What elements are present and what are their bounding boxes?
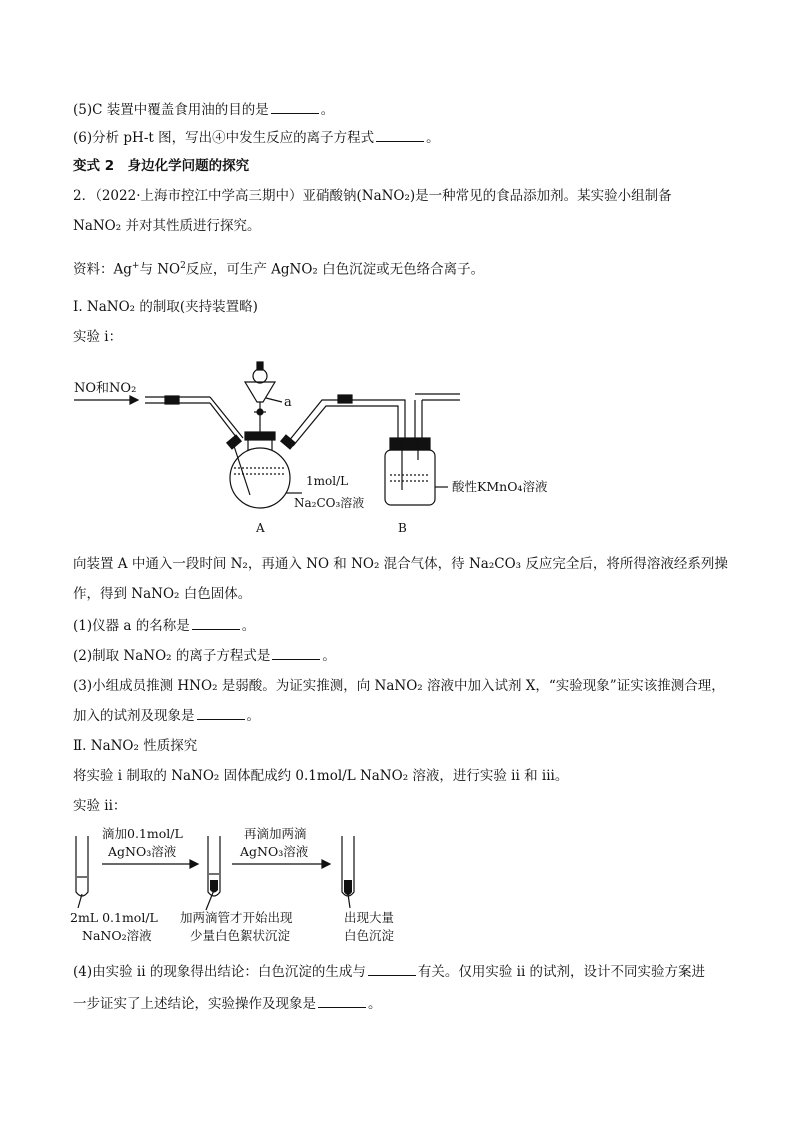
device-a-label: A	[256, 521, 265, 535]
problem-intro-2: NaNO₂ 并对其性质进行探究。	[73, 218, 261, 234]
question-6-text: (6)分析 pH-t 图，写出④中发生反应的离子方程式	[73, 130, 375, 146]
section-1-title: Ⅰ. NaNO₂ 的制取(夹持装置略)	[73, 299, 258, 315]
arrow-1-label-2: AgNO₃溶液	[108, 844, 177, 859]
question-2: (2)制取 NaNO₂ 的离子方程式是 。	[73, 648, 336, 664]
solution-b-label: 酸性KMnO₄溶液	[452, 479, 548, 494]
concentration-label: 1mol/L	[306, 474, 349, 488]
answer-blank	[271, 101, 319, 114]
question-5-text: (5)C 装置中覆盖食用油的目的是	[73, 102, 269, 118]
arrow-1-label-1: 滴加0.1mol/L	[102, 826, 183, 841]
tube-1-label-1: 2mL 0.1mol/L	[70, 910, 158, 925]
answer-blank	[368, 963, 416, 976]
question-4-line-1: (4)由实验 ii 的现象得出结论：白色沉淀的生成与 有关。仅用实验 ii 的试剂，设计不同实验方案进	[73, 964, 706, 980]
answer-blank	[376, 129, 424, 142]
tube-2-label-1: 加两滴管才开始出现	[180, 910, 293, 925]
paragraph-1-line-1: 向装置 A 中通入一段时间 N₂，再通入 NO 和 NO₂ 混合气体，待 Na₂CO₃ 反应完全后，将所得溶液经系列操	[73, 556, 728, 572]
question-1: (1)仪器 a 的名称是 。	[73, 618, 256, 634]
experiment-1-label: 实验 i：	[73, 329, 123, 345]
gas-label: NO和NO₂	[74, 381, 137, 396]
section-2-title: Ⅱ. NaNO₂ 性质探究	[73, 738, 198, 754]
answer-blank	[197, 707, 245, 720]
tube-1-label-2: NaNO₂溶液	[82, 928, 152, 943]
tube-2-label-2: 少量白色絮状沉淀	[190, 928, 291, 943]
section-2-paragraph: 将实验 i 制取的 NaNO₂ 固体配成约 0.1mol/L NaNO₂ 溶液，进行实验 ii 和 iii。	[73, 768, 569, 784]
experiment-2-label: 实验 ii：	[73, 798, 127, 814]
answer-blank	[318, 995, 366, 1008]
question-5: (5)C 装置中覆盖食用油的目的是 。	[73, 102, 335, 118]
solution-a-label: Na₂CO₃溶液	[294, 496, 365, 510]
question-4-line-2: 一步证实了上述结论，实验操作及现象是 。	[73, 996, 382, 1012]
question-6: (6)分析 pH-t 图，写出④中发生反应的离子方程式 。	[73, 130, 440, 146]
label-a: a	[284, 395, 292, 410]
precipitate-small	[210, 880, 218, 893]
data-note: 资料：Ag+与 $NO^2$反应，可生产 AgNO₂ 白色沉淀或无色络合离子。	[73, 261, 485, 278]
device-b-label: B	[398, 521, 407, 535]
tube-3-label-2: 白色沉淀	[344, 928, 395, 943]
variant-title: 变式 2 身边化学问题的探究	[73, 158, 250, 174]
arrow-2-label-1: 再滴加两滴	[244, 826, 307, 841]
test-tube-diagram	[60, 822, 480, 952]
arrow-2-label-2: AgNO₃溶液	[240, 844, 309, 859]
paragraph-1-line-2: 作，得到 NaNO₂ 白色固体。	[73, 586, 252, 602]
question-3-line-1: (3)小组成员推测 HNO₂ 是弱酸。为证实推测，向 NaNO₂ 溶液中加入试剂 X，“实验现象”证实该推测合理，	[73, 678, 725, 694]
answer-blank	[272, 647, 320, 660]
apparatus-diagram	[60, 350, 580, 545]
answer-blank	[192, 617, 240, 630]
tube-3-label-1: 出现大量	[344, 910, 395, 925]
precipitate-large	[344, 880, 352, 895]
problem-intro-1: 2．（2022·上海市控江中学高三期中）亚硝酸钠(NaNO₂)是一种常见的食品添加剂。某实验小组制备	[73, 188, 672, 204]
question-3-line-2: 加入的试剂及现象是 。	[73, 708, 260, 724]
